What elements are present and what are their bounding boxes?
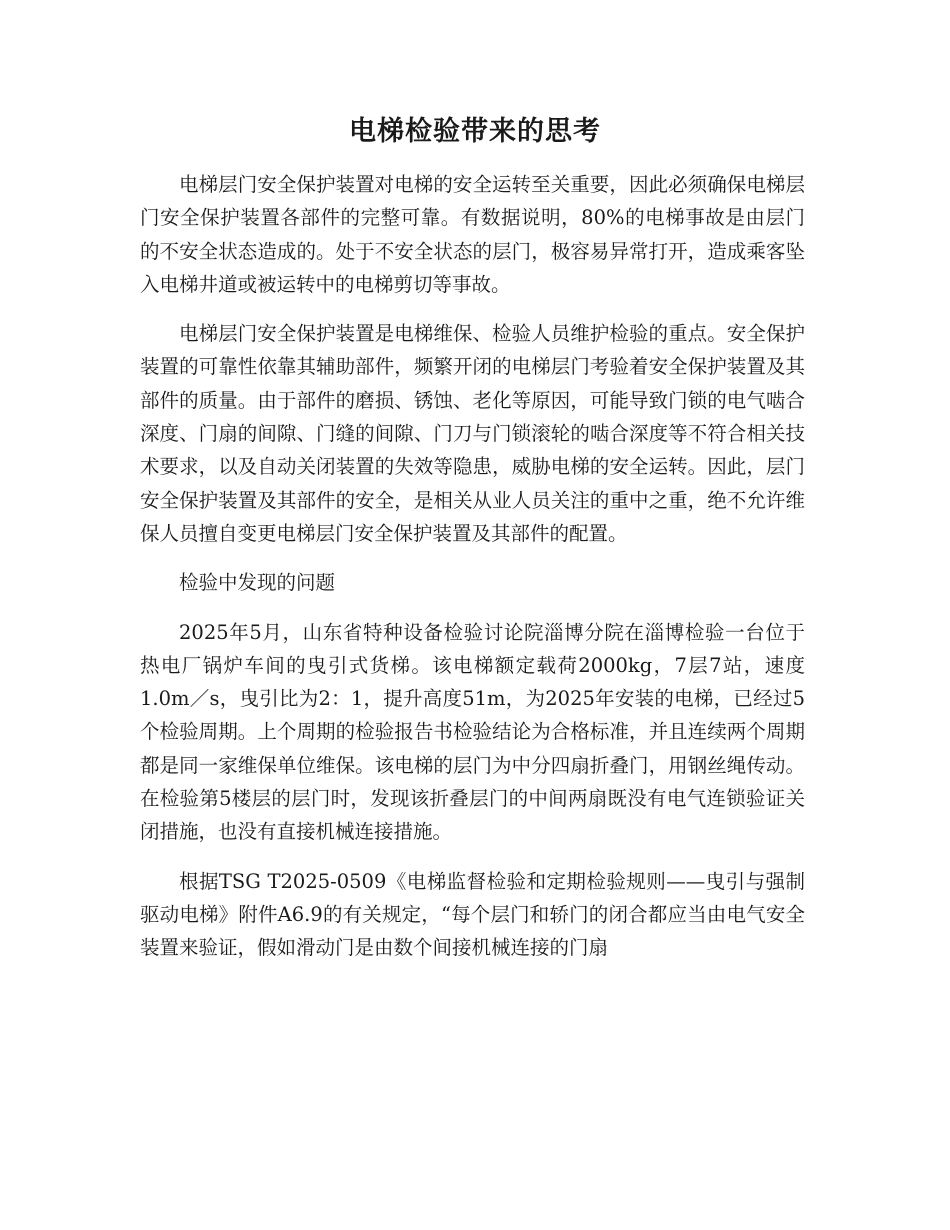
paragraph-safety-focus: 电梯层门安全保护装置是电梯维保、检验人员维护检验的重点。安全保护装置的可靠性依靠其辅助部件，频繁开闭的电梯层门考验着安全保护装置及其部件的质量。由于部件的磨损、锈蚀、老化等原因，可能导致门锁的电气啮合深度、门扇的间隙、门缝的间隙、门刀与门锁滚轮的啮合深度等不符合相关技术要求，以及自动关闭装置的失效等隐患，威胁电梯的安全运转。因此，层门安全保护装置及其部件的安全，是相关从业人员关注的重中之重，绝不允许维保人员擅自变更电梯层门安全保护装置及其部件的配置。 xyxy=(140,322,805,545)
paragraph-intro: 电梯层门安全保护装置对电梯的安全运转至关重要，因此必须确保电梯层门安全保护装置各部件的完整可靠。有数据说明，80%的电梯事故是由层门的不安全状态造成的。处于不安全状态的层门，极容易异常打开，造成乘客坠入电梯井道或被运转中的电梯剪切等事故。 xyxy=(140,173,805,296)
paragraph-regulation: 根据TSG T2025-0509《电梯监督检验和定期检验规则——曳引与强制驱动电梯》附件A6.9的有关规定，“每个层门和轿门的闭合都应当由电气安全装置来验证，假如滑动门是由数个间接机械连接的门扇 xyxy=(140,869,805,960)
paragraph-case-description: 2025年5月，山东省特种设备检验讨论院淄博分院在淄博检验一台位于热电厂锅炉车间的曳引式货梯。该电梯额定载荷2000kg，7层7站，速度1.0m／s，曳引比为2：1，提升高度51m，为2025年安装的电梯，已经过5个检验周期。上个周期的检验报告书检验结论为合格标准，并且连续两个周期都是同一家维保单位维保。该电梯的层门为中分四扇折叠门，用钢丝绳传动。在检验第5楼层的层门时，发现该折叠层门的中间两扇既没有电气连锁验证关闭措施，也没有直接机械连接措施。 xyxy=(140,620,805,844)
document-title: 电梯检验带来的思考 xyxy=(349,116,601,147)
document-body xyxy=(140,168,805,981)
section-heading-problems: 检验中发现的问题 xyxy=(179,571,336,595)
